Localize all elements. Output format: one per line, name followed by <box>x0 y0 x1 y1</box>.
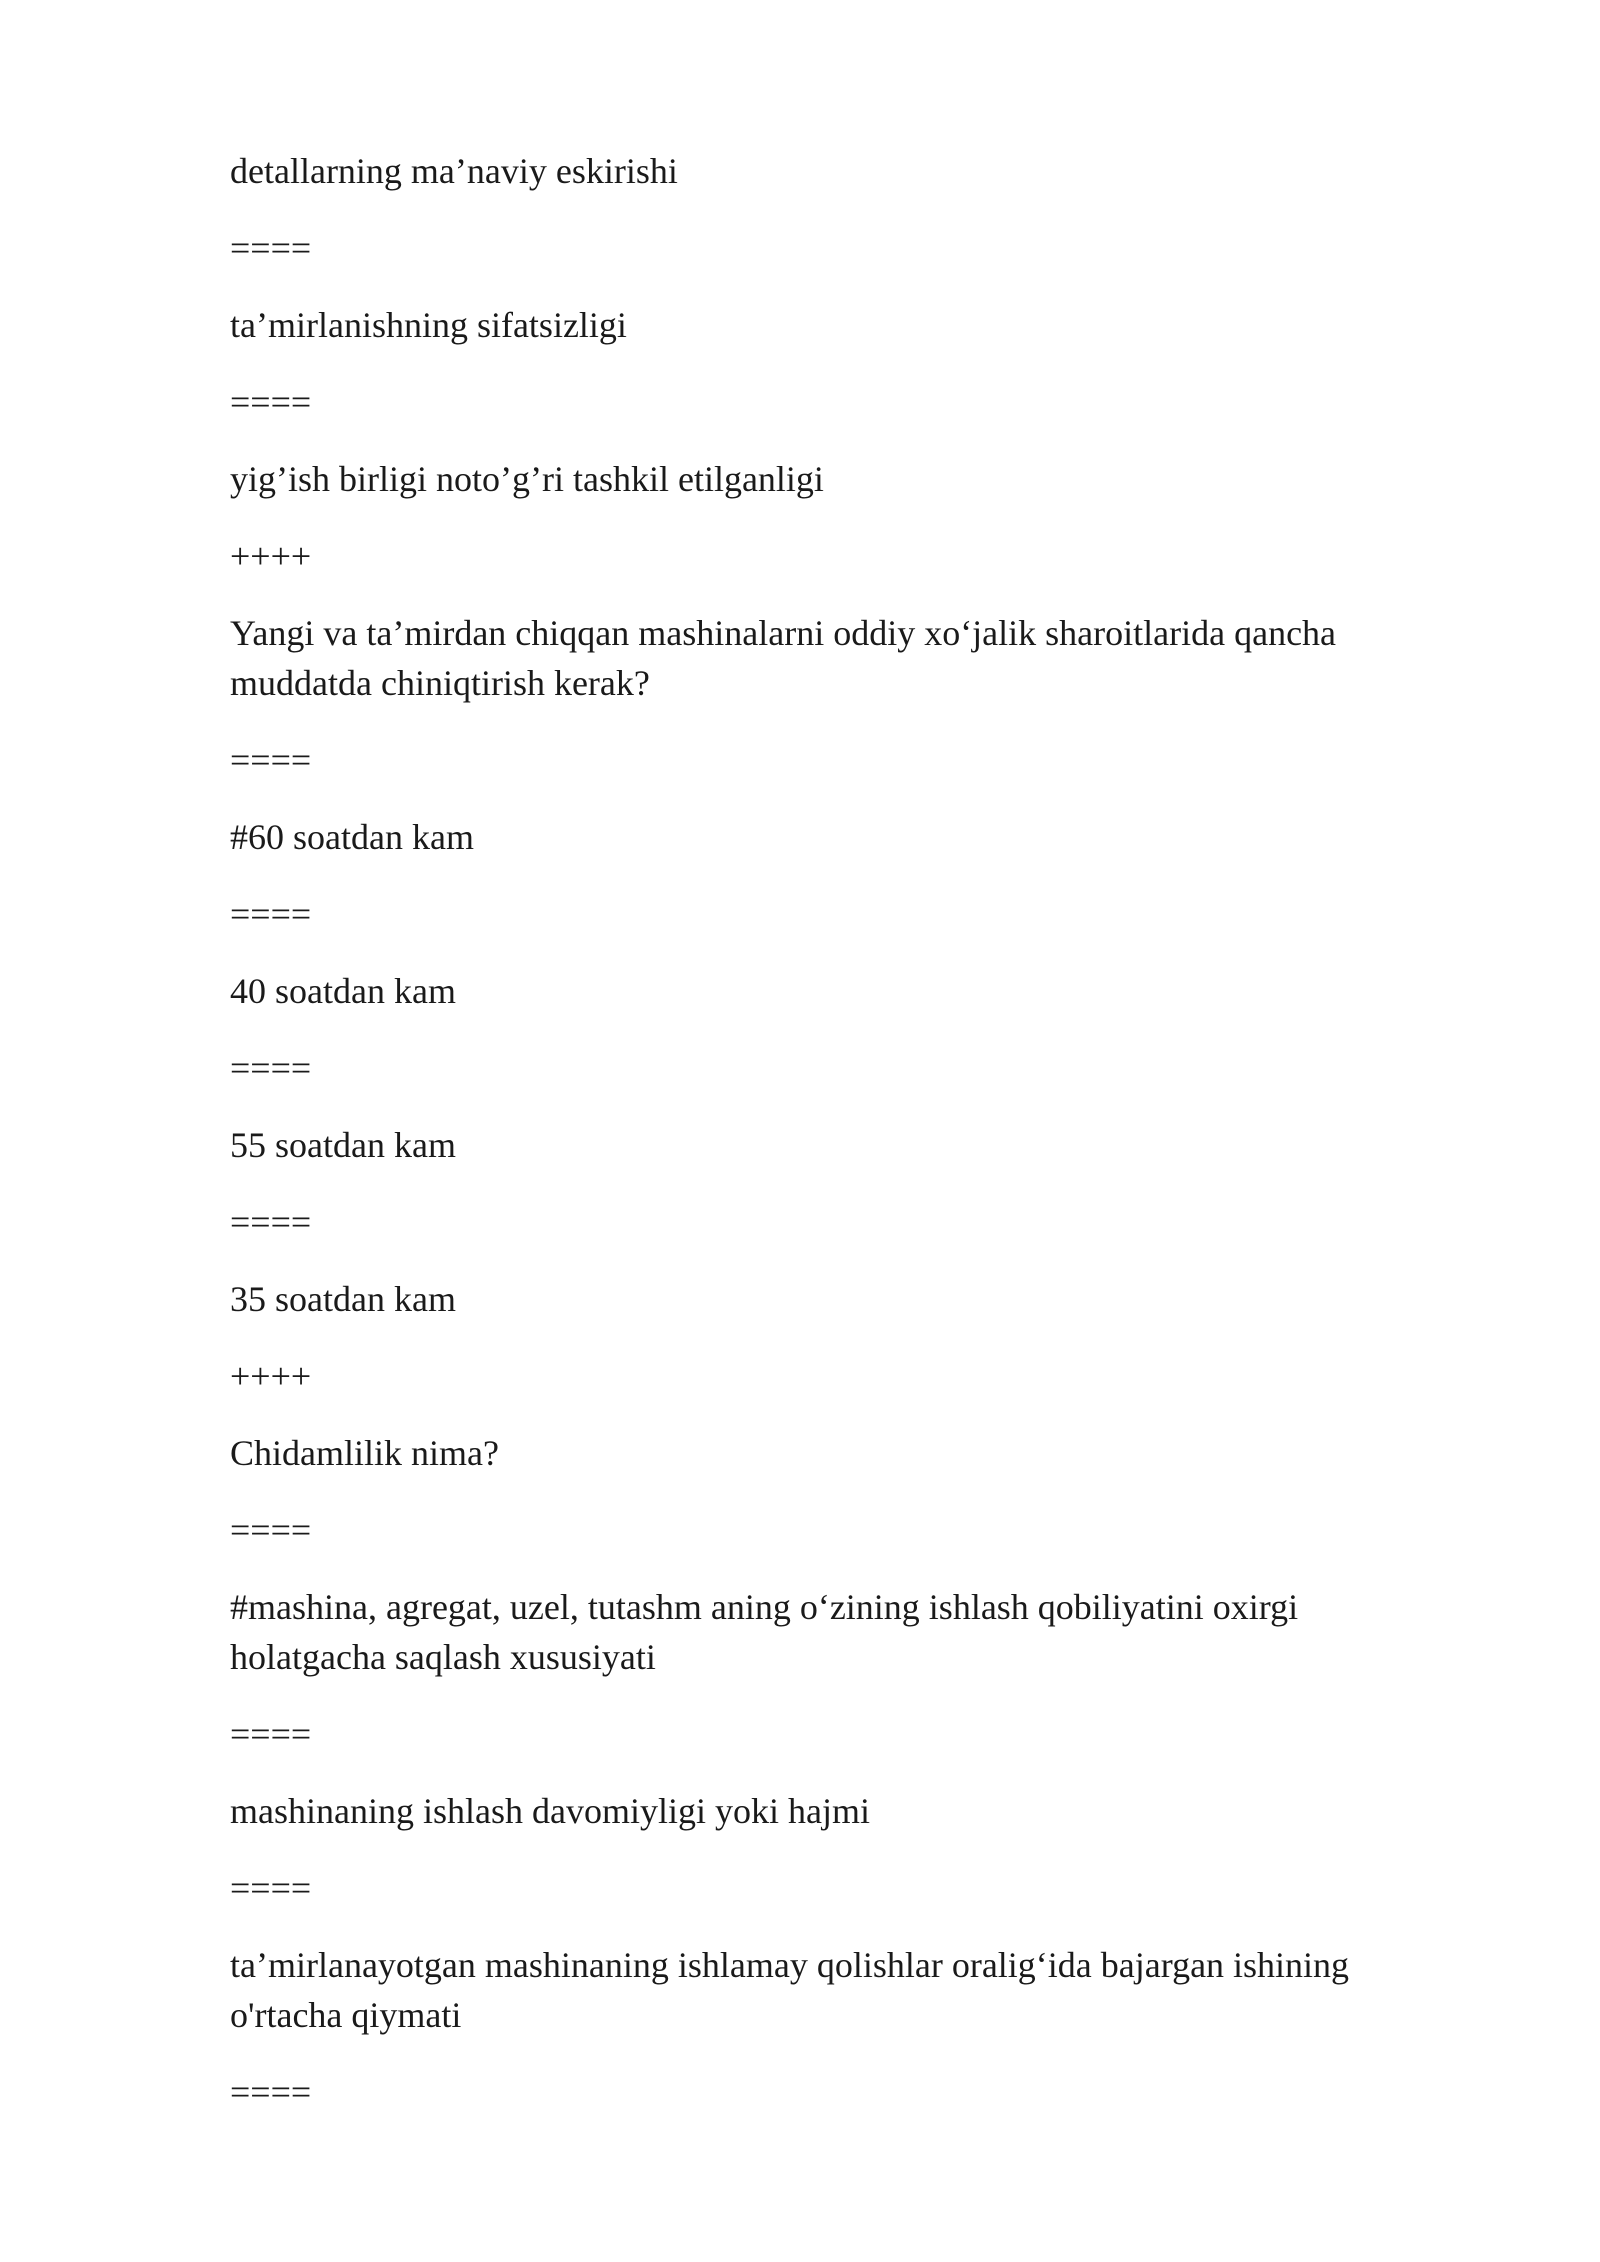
question-text: Yangi va ta’mirdan chiqqan mashinalarni oddiy xo‘jalik sharoitlarida qancha muddatda chiniqtirish kerak? <box>230 613 1337 703</box>
option-separator: ==== <box>230 1202 312 1242</box>
answer-option-text: 55 soatdan kam <box>230 1125 456 1165</box>
answer-option-text: yig’ish birligi noto’g’ri tashkil etilganligi <box>230 459 824 499</box>
answer-option-text: mashinaning ishlash davomiyligi yoki hajmi <box>230 1791 870 1831</box>
document-body <box>230 146 1420 2117</box>
option-separator: ==== <box>230 740 312 780</box>
question-separator: ++++ <box>230 536 312 576</box>
option-separator: ==== <box>230 1868 312 1908</box>
answer-option-text: detallarning ma’naviy eskirishi <box>230 151 678 191</box>
option-separator: ==== <box>230 1048 312 1088</box>
answer-option-text: ta’mirlanishning sifatsizligi <box>230 305 627 345</box>
correct-answer-option-text: #60 soatdan kam <box>230 817 474 857</box>
question-separator: ++++ <box>230 1356 312 1396</box>
answer-option-text: 35 soatdan kam <box>230 1279 456 1319</box>
answer-option-text: ta’mirlanayotgan mashinaning ishlamay qolishlar oralig‘ida bajargan ishining o'rtacha qiymati <box>230 1945 1350 2035</box>
option-separator: ==== <box>230 228 312 268</box>
correct-answer-option-text: #mashina, agregat, uzel, tutashm aning o‘zining ishlash qobiliyatini oxirgi holatgacha saqlash xususiyati <box>230 1587 1299 1677</box>
option-separator: ==== <box>230 1714 312 1754</box>
question-text: Chidamlilik nima? <box>230 1433 499 1473</box>
option-separator: ==== <box>230 2072 312 2112</box>
option-separator: ==== <box>230 1510 312 1550</box>
answer-option-text: 40 soatdan kam <box>230 971 456 1011</box>
option-separator: ==== <box>230 894 312 934</box>
option-separator: ==== <box>230 382 312 422</box>
